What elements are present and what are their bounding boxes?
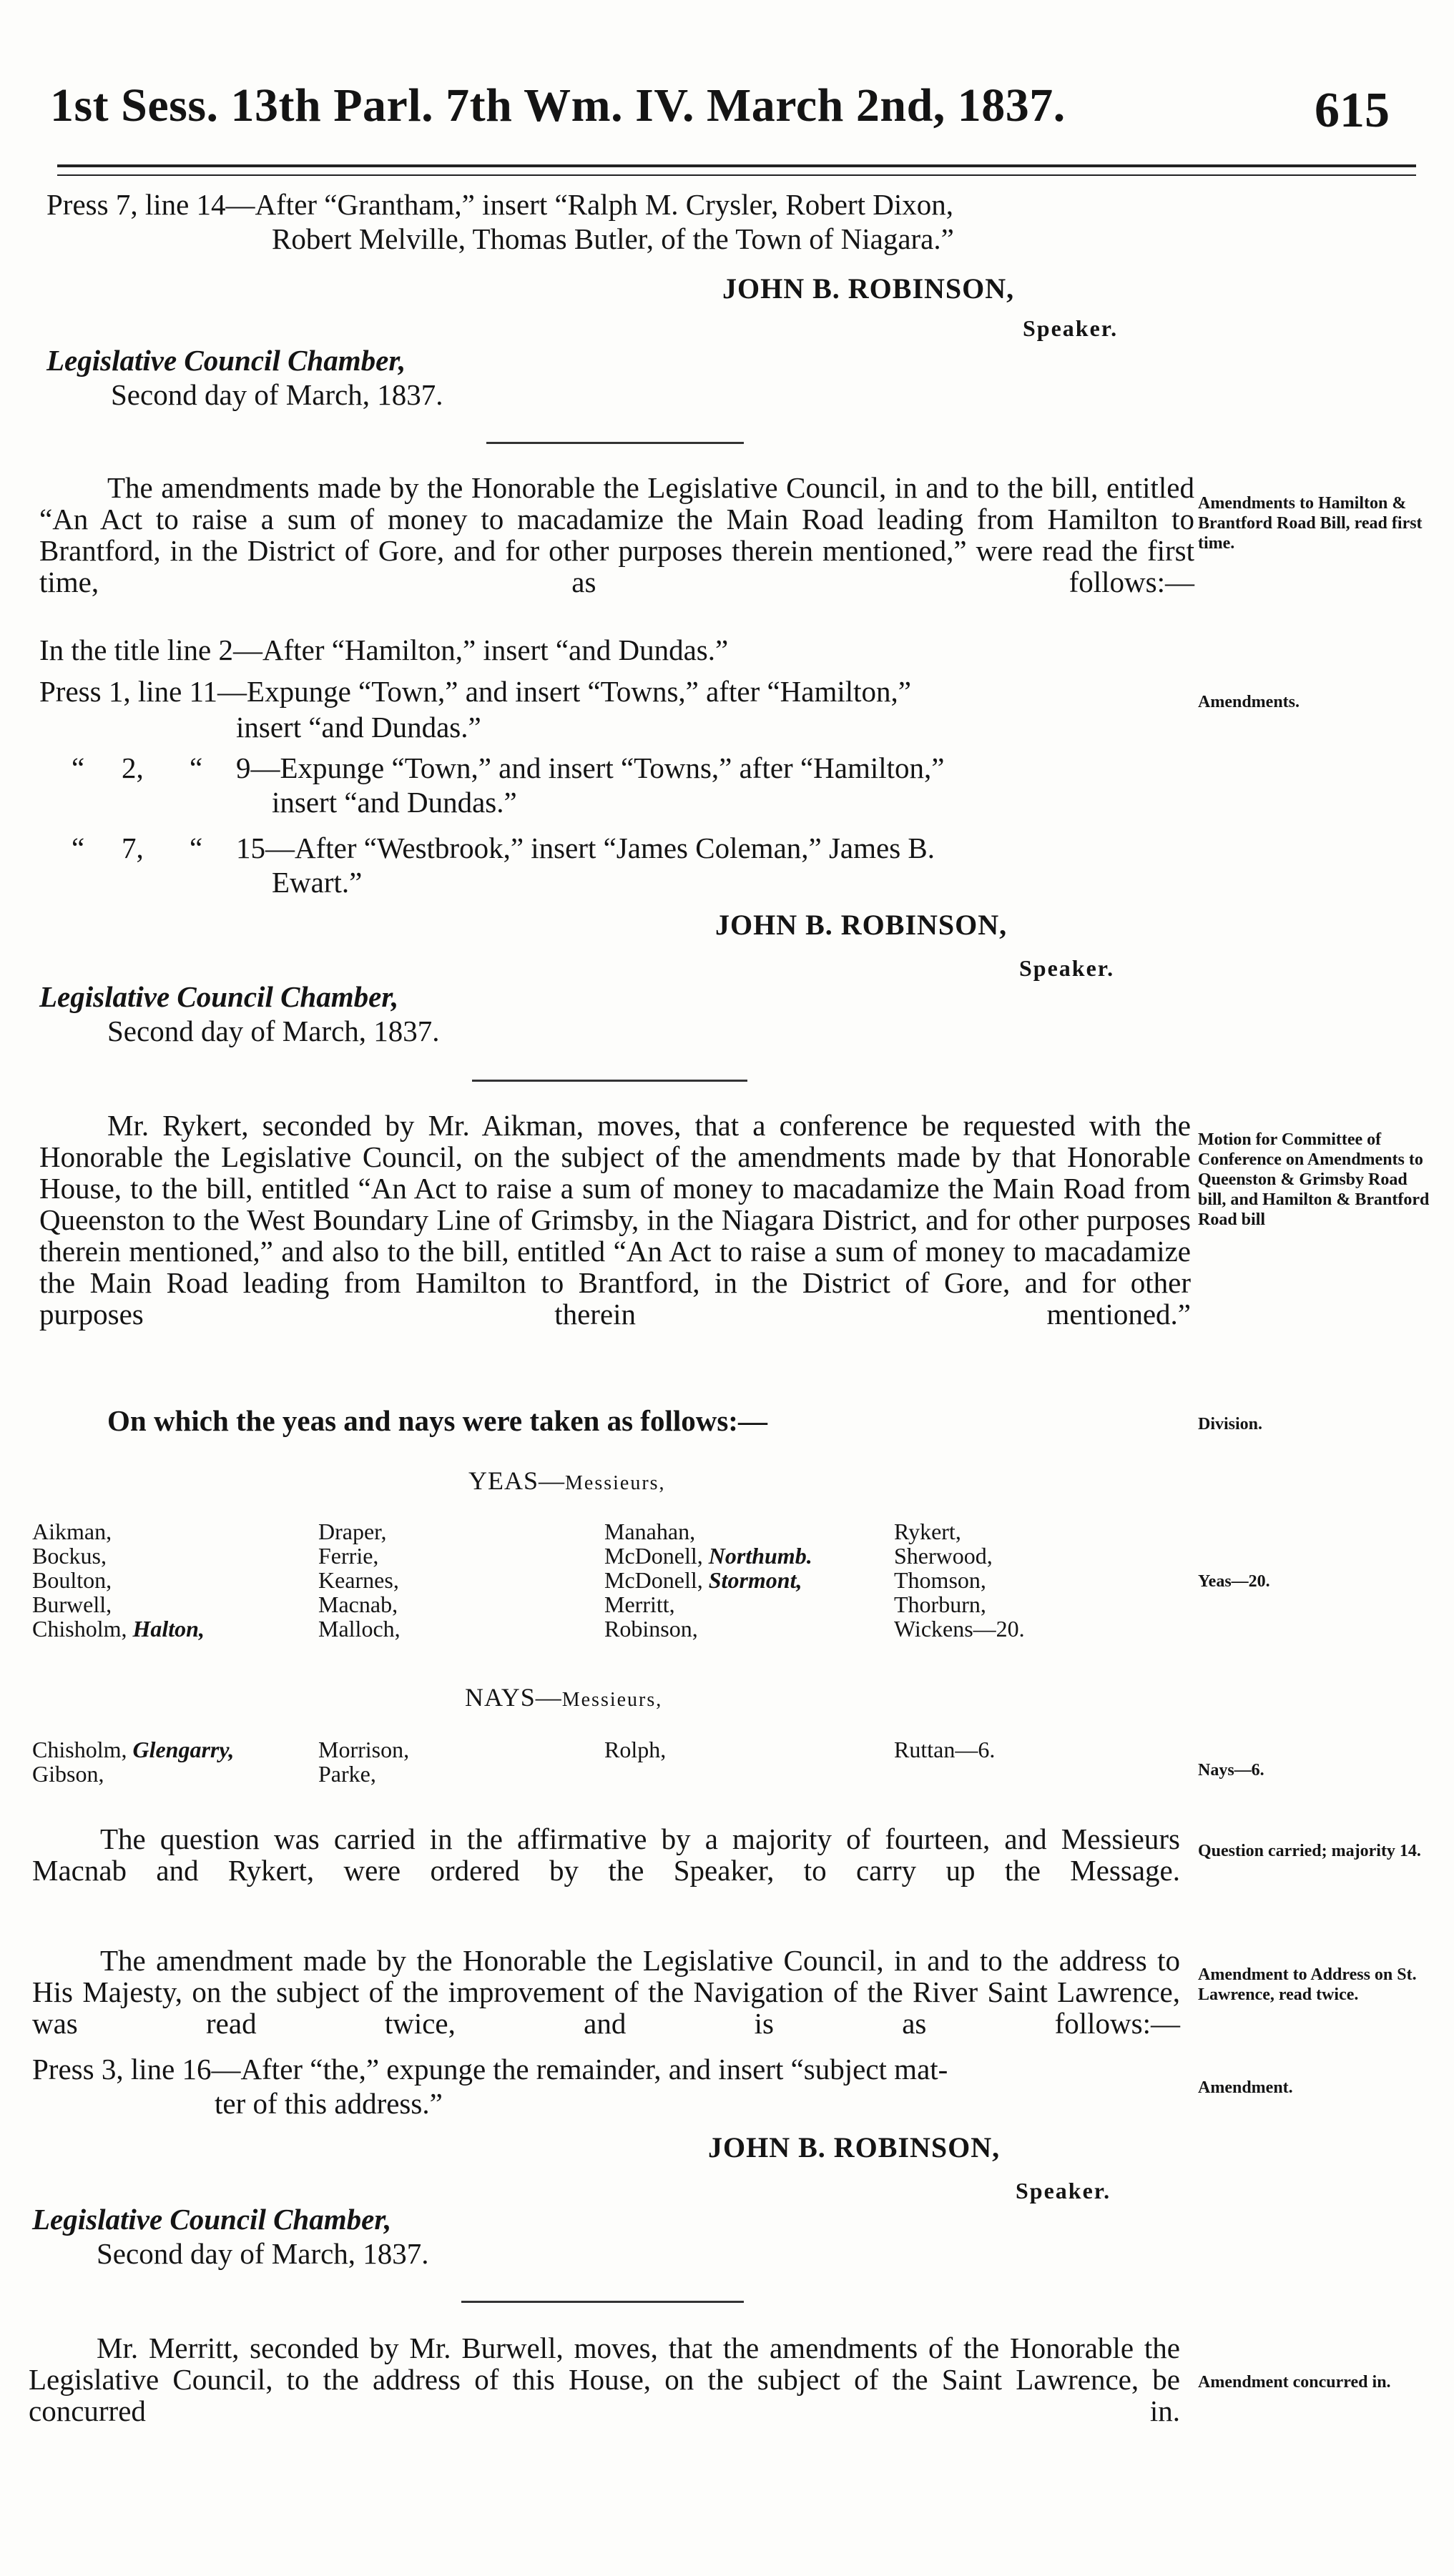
speaker-title-3: Speaker. <box>1016 2178 1111 2204</box>
yeas-heading-messieurs: Messieurs, <box>565 1472 666 1494</box>
yea-name: Merritt, <box>604 1592 675 1617</box>
amendments-hamilton-brantford-paragraph: The amendments made by the Honorable the Legislative Council, in and to the bill, entitled “An Act to raise a sum of money to macadamize the Main Road leading from Hamilton to Brantford, in the District of Gore, and for other purposes therein mentioned,” were read the first time, as follows:— <box>39 471 1194 598</box>
press3-amendment-cont: ter of this address.” <box>215 2087 443 2120</box>
yea-name: Thomson, <box>894 1567 986 1593</box>
yea-name: Robinson, <box>604 1616 698 1642</box>
margin-note-conference-motion: Motion for Committee of Conference on Amendments to Queenston & Grimsby Road bill, and Hamilton & Brantford Road bill <box>1198 1130 1430 1229</box>
press2-amendment: 9—Expunge “Town,” and insert “Towns,” after “Hamilton,” <box>236 751 945 784</box>
signature-robinson-1: JOHN B. ROBINSON, <box>722 272 1015 305</box>
margin-note-question-carried: Question carried; majority 14. <box>1198 1842 1421 1860</box>
press7-line14-cont: Robert Melville, Thomas Butler, of the Town of Niagara.” <box>272 222 954 255</box>
press7-amendment-cont: Ewart.” <box>272 866 363 899</box>
press2-amendment-cont: insert “and Dundas.” <box>272 786 517 819</box>
divider-3 <box>461 2301 744 2303</box>
yeas-heading-label: YEAS— <box>468 1466 566 1495</box>
divider-2 <box>472 1080 747 1082</box>
yea-name: Manahan, <box>604 1519 696 1544</box>
nays-heading <box>465 1680 662 1717</box>
margin-note-st-lawrence: Amendment to Address on St. Lawrence, read twice. <box>1198 1965 1417 2004</box>
press7-line14: Press 7, line 14—After “Grantham,” insert “Ralph M. Crysler, Robert Dixon, <box>46 188 953 221</box>
press7-amendment: 15—After “Westbrook,” insert “James Coleman,” James B. <box>236 831 935 864</box>
yea-name: Burwell, <box>32 1592 112 1617</box>
nay-name: Ruttan—6. <box>894 1737 996 1762</box>
chamber-3: Legislative Council Chamber, <box>32 2203 392 2236</box>
yea-name: Malloch, <box>318 1616 401 1642</box>
press2-quote-2: “ <box>190 751 203 784</box>
yea-name: McDonell, Northumb. <box>604 1543 812 1569</box>
yea-name: Sherwood, <box>894 1543 993 1569</box>
date-1: Second day of March, 1837. <box>111 378 443 411</box>
nay-name: Rolph, <box>604 1737 667 1762</box>
date-3: Second day of March, 1837. <box>97 2237 429 2270</box>
yea-name: McDonell, Stormont, <box>604 1567 802 1593</box>
division-line: On which the yeas and nays were taken as follows:— <box>107 1404 767 1437</box>
yea-name: Chisholm, Halton, <box>32 1616 205 1642</box>
press1-amendment: Press 1, line 11—Expunge “Town,” and insert “Towns,” after “Hamilton,” <box>39 675 911 708</box>
press2-quote-1: “ <box>72 751 85 784</box>
signature-robinson-2: JOHN B. ROBINSON, <box>715 909 1008 941</box>
yea-name: Rykert, <box>894 1519 961 1544</box>
press1-amendment-cont: insert “and Dundas.” <box>236 711 481 744</box>
nay-name: Morrison, <box>318 1737 410 1762</box>
margin-note-amendments-read: Amendments to Hamilton & Brantford Road Bill, read first time. <box>1198 494 1423 553</box>
press7-quote-2: “ <box>190 831 203 864</box>
margin-note-amendments: Amendments. <box>1198 693 1300 711</box>
date-2: Second day of March, 1837. <box>107 1015 440 1047</box>
margin-note-concurred: Amendment concurred in. <box>1198 2373 1391 2392</box>
nays-heading-label: NAYS— <box>465 1683 562 1712</box>
nays-heading-messieurs: Messieurs, <box>561 1689 663 1711</box>
yea-name: Thorburn, <box>894 1592 986 1617</box>
nay-name: Parke, <box>318 1761 376 1787</box>
press7-number: 7, <box>122 831 144 864</box>
chamber-1: Legislative Council Chamber, <box>46 344 406 377</box>
yea-name: Boulton, <box>32 1567 112 1593</box>
yea-name: Draper, <box>318 1519 387 1544</box>
yea-name: Wickens—20. <box>894 1616 1025 1642</box>
yea-name: Kearnes, <box>318 1567 399 1593</box>
yea-name: Macnab, <box>318 1592 398 1617</box>
speaker-title-2: Speaker. <box>1019 955 1115 981</box>
running-header: 1st Sess. 13th Parl. 7th Wm. IV. March 2nd, 1837. <box>50 79 1066 132</box>
margin-note-yeas: Yeas—20. <box>1198 1572 1270 1591</box>
conference-motion-paragraph: Mr. Rykert, seconded by Mr. Aikman, moves, that a conference be requested with the Honorable the Legislative Council, on the subject of the amendments made by that Honorable House, to the bill, entitled “An Act to raise a sum of money to macadamize the Main Road from Queenston to the West Boundary Line of Grimsby, in the Niagara District, and for other purposes therein mentioned,” and also to the bill, entitled “An Act to raise a sum of money to macadamize the Main Road leading from Hamilton to Brantford, in the District of Gore, and for other purposes therein mentioned.” <box>39 1109 1191 1331</box>
yea-name: Aikman, <box>32 1519 112 1544</box>
press7-quote-1: “ <box>72 831 85 864</box>
yea-name: Ferrie, <box>318 1543 379 1569</box>
merritt-motion-paragraph: Mr. Merritt, seconded by Mr. Burwell, moves, that the amendments of the Honorable the Legislative Council, to the address of this House, on the subject of the Saint Lawrence, be concurred in. <box>29 2331 1180 2427</box>
question-carried-paragraph: The question was carried in the affirmative by a majority of fourteen, and Messieurs Macnab and Rykert, were ordered by the Speaker, to carry up the Message. <box>32 1822 1180 1887</box>
yea-name: Bockus, <box>32 1543 107 1569</box>
header-rule <box>57 164 1416 176</box>
nay-name: Gibson, <box>32 1761 104 1787</box>
margin-note-nays: Nays—6. <box>1198 1761 1264 1780</box>
speaker-title-1: Speaker. <box>1023 315 1119 341</box>
divider-1 <box>486 442 744 444</box>
margin-note-division: Division. <box>1198 1415 1263 1433</box>
title-line-amendment: In the title line 2—After “Hamilton,” insert “and Dundas.” <box>39 633 729 666</box>
margin-note-amendment: Amendment. <box>1198 2078 1293 2097</box>
press3-amendment: Press 3, line 16—After “the,” expunge the remainder, and insert “subject mat- <box>32 2053 948 2086</box>
signature-robinson-3: JOHN B. ROBINSON, <box>708 2131 1001 2163</box>
yeas-heading <box>468 1464 666 1501</box>
nay-name: Chisholm, Glengarry, <box>32 1737 235 1762</box>
chamber-2: Legislative Council Chamber, <box>39 980 399 1013</box>
press2-number: 2, <box>122 751 144 784</box>
page-number: 615 <box>1315 83 1390 138</box>
st-lawrence-amendment-paragraph: The amendment made by the Honorable the Legislative Council, in and to the address to His Majesty, on the subject of the improvement of the Navigation of the River Saint Lawrence, was read twice, and is as follows:— <box>32 1944 1180 2040</box>
